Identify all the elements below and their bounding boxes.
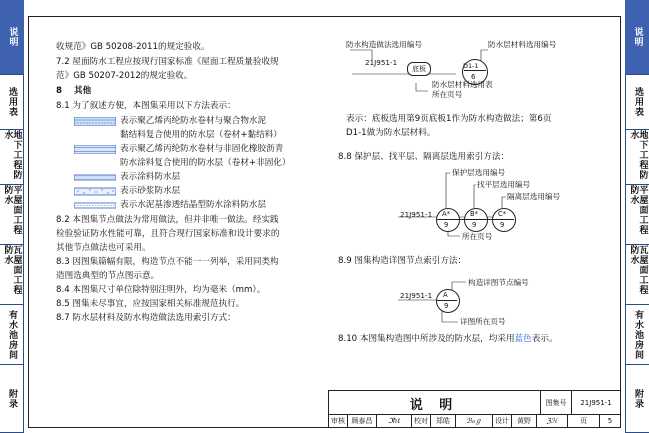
text-line: 8.2 本图集节点做法为常用做法，但并非唯一做法。经实践 (56, 215, 279, 225)
diagram-label: 防水层材料选用编号 (488, 40, 557, 49)
circle-top-text: D1-1 (463, 62, 479, 70)
tab-shuichi-right[interactable]: 有水池房间 (625, 305, 649, 365)
legend-text: 表示聚乙烯丙纶防水卷材与非固化橡胶沥青 (120, 144, 284, 154)
tab-wawumian-right[interactable]: 瓦屋面工程防水 (625, 245, 649, 305)
text-line: 8.8 保护层、找平层、隔离层选用索引方法： (338, 152, 510, 162)
atlas-no-value: 21J951-1 (580, 399, 612, 407)
circle-bottom-text: 6 (471, 73, 476, 81)
membrane-nonsolid-symbol (74, 145, 116, 154)
diagram-label: 所在页号 (432, 90, 463, 99)
legend-text: 黏结料复合使用的防水层（卷材+黏结料） (120, 130, 282, 140)
coating-symbol (74, 173, 116, 182)
text-line: 8.3 因图集篇幅有限，构造节点不能一一列举，采用同类构 (56, 257, 279, 267)
legend-item (74, 142, 290, 170)
text-line: 8.1 为了叙述方便，本图集采用以下方法表示： (56, 101, 236, 111)
section-heading-number: 8 (56, 86, 62, 96)
text-line: 造图选典型的节点图示意。 (56, 271, 160, 281)
diagram-label: 构造详图节点编号 (468, 278, 529, 287)
text-line (338, 332, 558, 346)
tab-shuoming-right[interactable]: 说明 (625, 0, 649, 75)
text-fragment: 8.10 本图集构造图中所涉及的防水层，均采用 (338, 334, 515, 344)
diagram-label: 隔离层选用编号 (507, 192, 561, 201)
legend-item (74, 198, 266, 212)
text-line: 8.4 本图集尺寸单位除特别注明外，均为毫米（mm）。 (56, 285, 266, 295)
mortar-symbol (74, 187, 116, 196)
tab-shuichi[interactable]: 有水池房间 (0, 305, 24, 365)
legend-item (74, 184, 180, 198)
circle-bottom-text: 9 (472, 221, 477, 229)
circle-top-text: A (443, 291, 448, 299)
tab-fulu[interactable]: 附录 (0, 365, 24, 433)
circle-bottom-text: 9 (444, 302, 449, 310)
checker-name: 郑皓 (431, 415, 456, 428)
diagram-label: 防水层材料选用表 (432, 80, 493, 89)
text-line: 检验验证防水性能可靠，且符合现行国家标准和设计要求的 (56, 229, 280, 239)
section-heading: 其他 (74, 86, 92, 96)
designer-name: 黄野 (512, 415, 537, 428)
index-node-floor: 底板 (407, 62, 431, 76)
circle-top-text: B* (470, 210, 479, 218)
atlas-no-label: 图集号 (545, 399, 567, 407)
tab-pingwumian-right[interactable]: 平屋面工程防水 (625, 185, 649, 245)
designer-signature: ℨℋ (537, 415, 568, 428)
blue-word: 蓝色 (514, 334, 532, 344)
design-label: 设计 (493, 415, 512, 428)
circle-top-text: A* (442, 210, 451, 218)
legend-text: 表示水泥基渗透结晶型防水涂料防水层 (120, 200, 267, 210)
diagram-label: 防水构造做法选用编号 (346, 40, 422, 49)
text-line: 范》GB 50207-2012的规定验收。 (56, 71, 193, 81)
page-number: 5 (607, 417, 613, 425)
tab-dixia-right[interactable]: 地下工程防水 (625, 130, 649, 185)
tab-dixia[interactable]: 地下工程防水 (0, 130, 24, 185)
diagram-label: 保护层选用编号 (452, 168, 506, 177)
text-line: 8.7 防水层材料及防水构造做法选用索引方式： (56, 313, 236, 323)
tab-xuanyongbiao[interactable]: 选用表 (0, 75, 24, 130)
legend-item (74, 170, 180, 184)
legend-text: 表示涂料防水层 (120, 172, 181, 182)
text-line: 7.2 屋面防水工程应按现行国家标准《屋面工程质量验收规 (56, 57, 279, 67)
diagram-label: 详图所在页号 (460, 317, 506, 326)
text-line: 8.5 图集未尽事宜，应按国家相关标准规范执行。 (56, 299, 245, 309)
left-section-tabs (0, 0, 24, 433)
approval-row (329, 415, 620, 428)
text-line: 收规范》GB 50208-2011的规定验收。 (56, 42, 210, 52)
legend-text: 防水涂料复合使用的防水层（卷材+非固化） (120, 158, 291, 168)
legend-text: 表示砂浆防水层 (120, 186, 181, 196)
tab-pingwumian[interactable]: 平屋面工程防水 (0, 185, 24, 245)
circle-bottom-text: 9 (500, 221, 505, 229)
reviewer-name: 顾泰昌 (348, 415, 377, 428)
crystal-coating-symbol (74, 201, 116, 210)
tab-wawumian[interactable]: 瓦屋面工程防水 (0, 245, 24, 305)
reviewer-signature: ℑℏℓ (377, 415, 412, 428)
text-line: D1-1做为防水层材料。 (346, 128, 436, 138)
atlas-code: 21J951-1 (400, 210, 433, 219)
atlas-code: 21J951-1 (365, 58, 398, 67)
text-line: 表示：底板选用第9页底板1作为防水构造做法；第6页 (346, 114, 552, 124)
text-line: 其他节点做法也可采用。 (56, 243, 151, 253)
tab-shuoming[interactable]: 说明 (0, 0, 24, 75)
diagram-label: 所在页号 (462, 232, 493, 241)
drawing-title: 说 明 (409, 397, 459, 413)
page-label: 页 (568, 415, 600, 428)
circle-bottom-text: 9 (444, 221, 449, 229)
review-label: 审核 (329, 415, 348, 428)
text-fragment: 表示。 (531, 334, 558, 344)
legend-text: 表示聚乙烯丙纶防水卷材与聚合物水泥 (120, 116, 267, 126)
tab-xuanyongbiao-right[interactable]: 选用表 (625, 75, 649, 130)
checker-signature: ℬℴℊ (456, 415, 493, 428)
text-line: 8.9 图集构造详图节点索引方法： (338, 256, 467, 266)
tab-fulu-right[interactable]: 附录 (625, 365, 649, 433)
membrane-binder-symbol (74, 117, 116, 126)
atlas-code: 21J951-1 (400, 291, 433, 300)
diagram-label: 找平层选用编号 (477, 180, 531, 189)
check-label: 校对 (412, 415, 431, 428)
circle-top-text: C* (498, 210, 507, 218)
right-section-tabs (625, 0, 649, 433)
legend-item (74, 114, 282, 142)
